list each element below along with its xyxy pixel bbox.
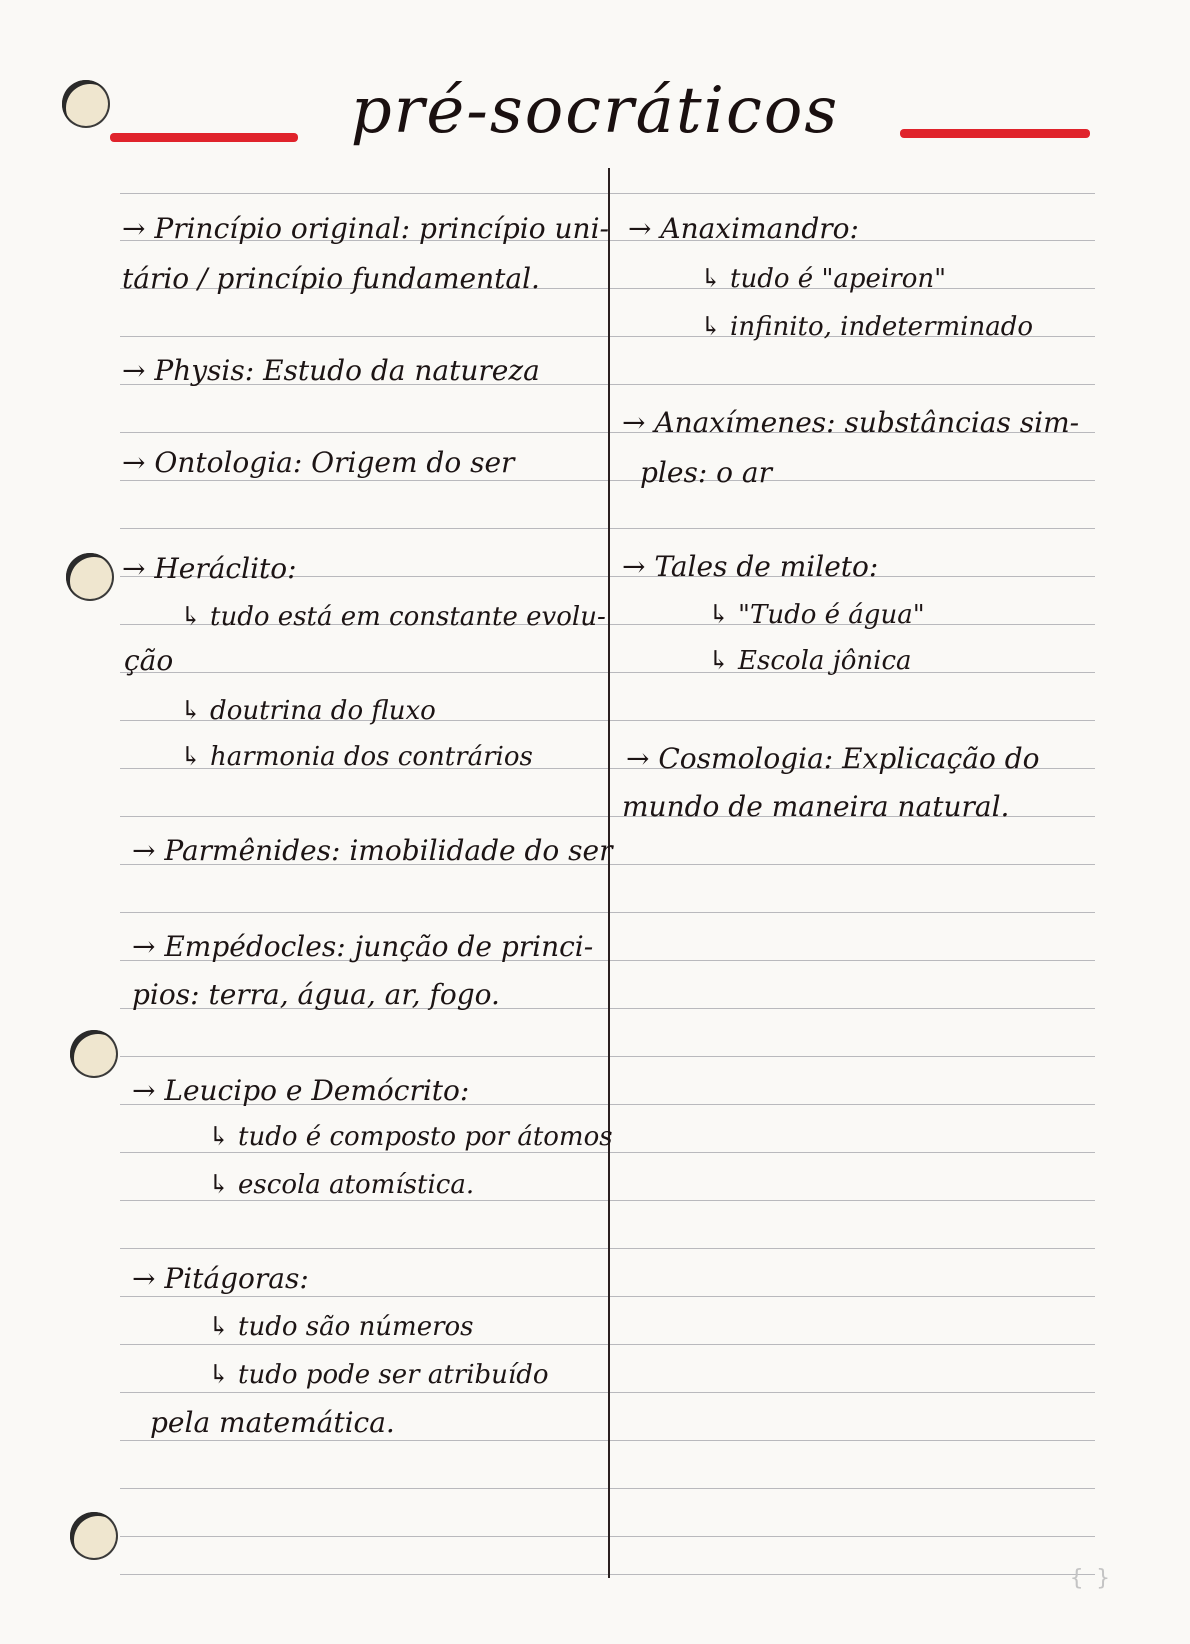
note-line: ↳ Escola jônica — [708, 646, 912, 676]
note-line: → Physis: Estudo da natureza — [122, 354, 540, 387]
note-line: → Ontologia: Origem do ser — [122, 446, 515, 479]
note-line: ↳ tudo está em constante evolu- — [180, 602, 606, 632]
column-divider — [608, 168, 610, 1578]
note-line: → Cosmologia: Explicação do — [626, 742, 1040, 775]
binder-hole — [70, 1030, 118, 1078]
note-line: ↳ infinito, indeterminado — [700, 312, 1034, 342]
note-line: pela matemática. — [150, 1406, 395, 1439]
note-line: ↳ tudo são números — [208, 1312, 474, 1342]
note-line: ples: o ar — [640, 456, 772, 489]
note-line: tário / princípio fundamental. — [122, 262, 540, 295]
note-line: → Parmênides: imobilidade do ser — [132, 834, 613, 867]
note-line: → Tales de mileto: — [622, 550, 879, 583]
note-line: ↳ tudo pode ser atribuído — [208, 1360, 549, 1390]
binder-hole — [66, 553, 114, 601]
note-line: ↳ harmonia dos contrários — [180, 742, 533, 772]
note-line: mundo de maneira natural. — [622, 790, 1010, 823]
note-line: pios: terra, água, ar, fogo. — [132, 978, 500, 1011]
note-line: → Empédocles: junção de princi- — [132, 930, 594, 963]
note-line: ↳ tudo é composto por átomos — [208, 1122, 613, 1152]
note-line: ção — [124, 644, 174, 677]
note-line: → Anaxímenes: substâncias sim- — [622, 406, 1080, 439]
note-line: → Pitágoras: — [132, 1262, 309, 1295]
note-line: ↳ "Tudo é água" — [708, 600, 925, 630]
note-line: ↳ doutrina do fluxo — [180, 696, 436, 726]
note-line: → Princípio original: princípio uni- — [122, 212, 609, 245]
note-line: → Anaximandro: — [628, 212, 859, 245]
page-title: pré-socráticos — [350, 74, 840, 148]
note-line: ↳ tudo é "apeiron" — [700, 264, 947, 294]
page-number: { } — [1070, 1566, 1110, 1591]
note-line: → Leucipo e Demócrito: — [132, 1074, 470, 1107]
note-line: → Heráclito: — [122, 552, 297, 585]
binder-hole — [70, 1512, 118, 1560]
note-line: ↳ escola atomística. — [208, 1170, 475, 1200]
